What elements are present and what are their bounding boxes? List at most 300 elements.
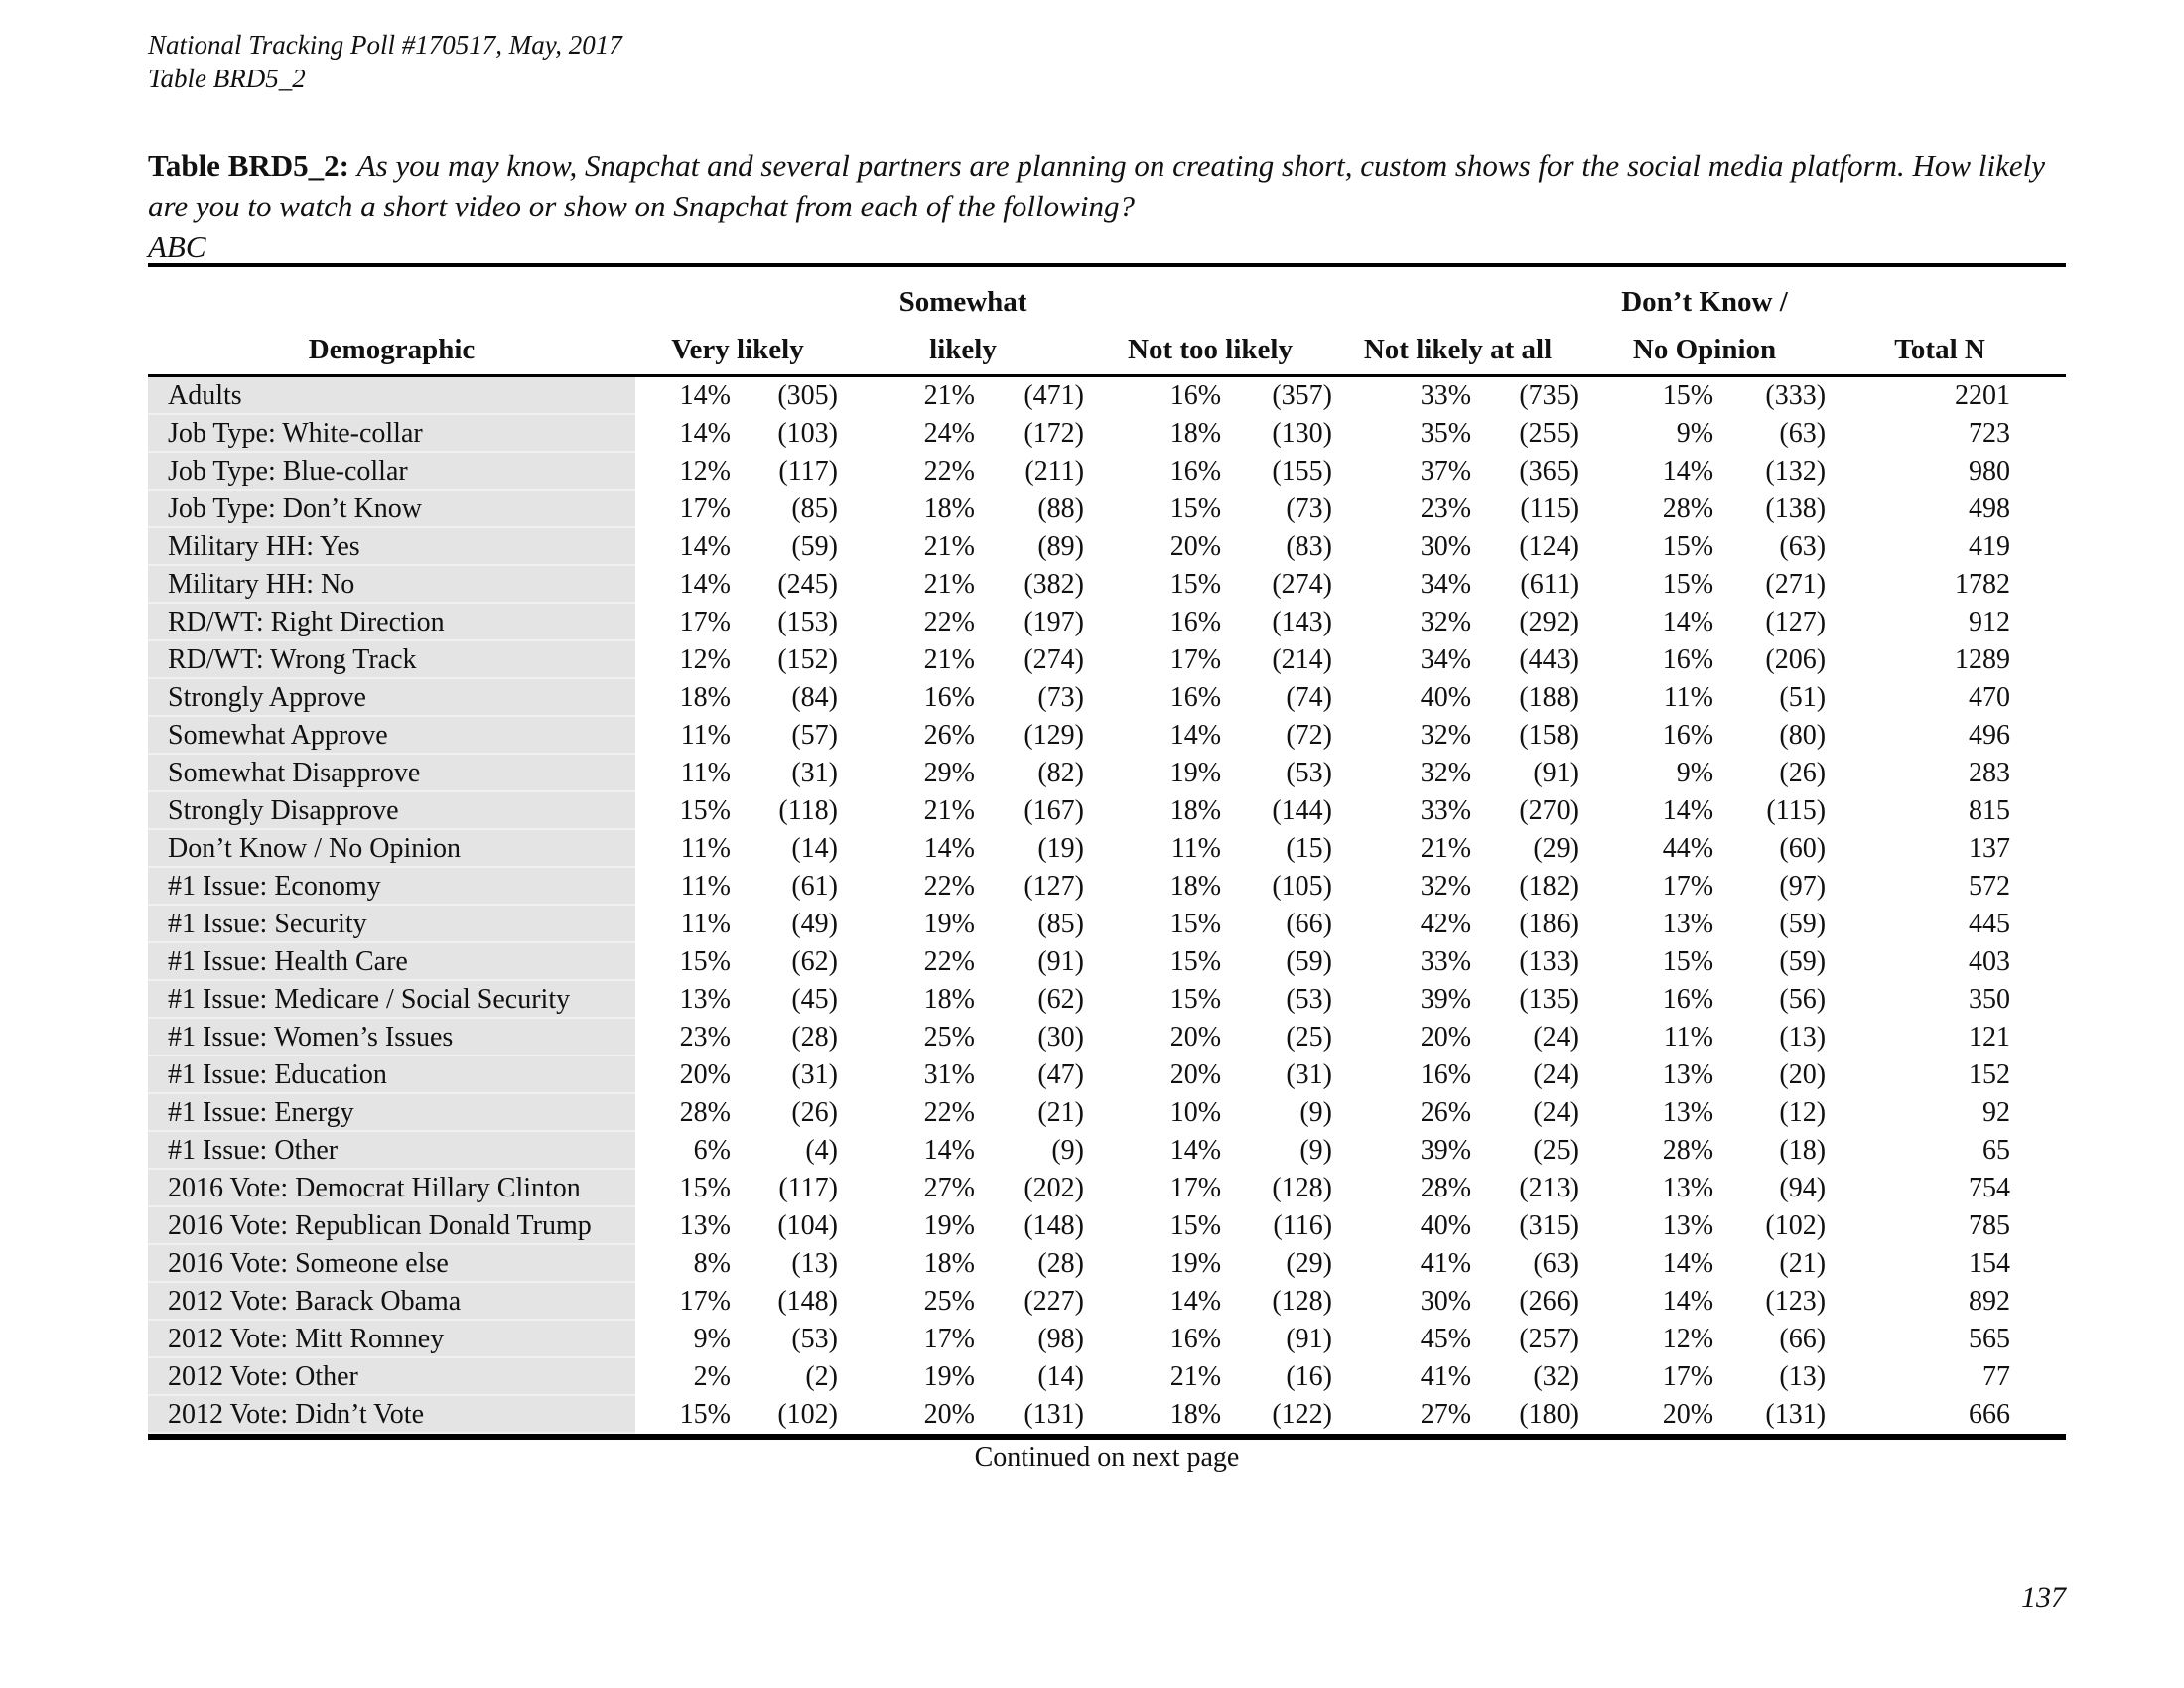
table-row [148,1019,2066,1056]
count-cell: (62) [791,946,838,977]
percent-cell: 13% [679,1210,731,1241]
table-row [148,1094,2066,1132]
table-row [148,1207,2066,1245]
percent-cell: 40% [1420,682,1472,713]
table-row [148,792,2066,830]
count-cell: (88) [1037,493,1085,524]
count-cell: (13) [1779,1361,1827,1392]
percent-cell: 13% [1662,1210,1714,1241]
percent-cell: 21% [923,380,975,411]
header-spacer [1086,265,1334,319]
percent-cell: 21% [1169,1361,1222,1392]
percent-cell: 12% [1662,1324,1714,1354]
count-cell: (25) [1286,1022,1333,1053]
percent-cell: 13% [1662,1059,1714,1090]
group-header-somewhat: Somewhat [898,286,1027,318]
percent-cell: 14% [1169,720,1222,751]
percent-cell: 20% [679,1059,731,1090]
row-label: Strongly Approve [148,679,635,717]
percent-cell: 14% [679,531,731,562]
count-cell: (115) [1520,493,1580,524]
table-title [148,145,2066,267]
percent-cell: 14% [1662,1248,1714,1279]
count-cell: (153) [777,607,838,637]
count-cell: (2) [805,1361,838,1392]
count-cell: (167) [1024,795,1085,826]
column-header-somewhat-likely: likely [929,334,997,365]
count-cell: (123) [1765,1286,1827,1317]
percent-cell: 11% [1170,833,1222,864]
column-header-row [148,319,2066,376]
row-label: Job Type: Don’t Know [148,491,635,528]
table-row [148,1170,2066,1207]
total-n-cell: 1289 [1955,644,2011,675]
count-cell: (443) [1519,644,1580,675]
percent-cell: 21% [923,569,975,600]
count-cell: (16) [1286,1361,1333,1392]
count-cell: (51) [1779,682,1827,713]
percent-cell: 21% [1420,833,1472,864]
percent-cell: 11% [680,758,731,788]
count-cell: (128) [1272,1286,1333,1317]
total-n-cell: 137 [1969,833,2011,864]
percent-cell: 15% [1169,1210,1222,1241]
count-cell: (158) [1519,720,1580,751]
percent-cell: 14% [1169,1286,1222,1317]
table-row [148,717,2066,755]
percent-cell: 23% [679,1022,731,1053]
percent-cell: 22% [923,1097,975,1128]
percent-cell: 19% [923,1361,975,1392]
percent-cell: 13% [1662,909,1714,939]
percent-cell: 41% [1420,1248,1472,1279]
row-label: Job Type: White-collar [148,415,635,453]
count-cell: (357) [1272,380,1333,411]
count-cell: (102) [1765,1210,1827,1241]
count-cell: (117) [778,1173,838,1203]
total-n-cell: 1782 [1955,569,2011,600]
percent-cell: 41% [1420,1361,1472,1392]
row-label: #1 Issue: Health Care [148,943,635,981]
percent-cell: 14% [679,418,731,449]
count-cell: (292) [1519,607,1580,637]
count-cell: (72) [1286,720,1333,751]
column-header-no-opinion: No Opinion [1632,334,1777,365]
row-label: #1 Issue: Other [148,1132,635,1170]
total-n-cell: 572 [1969,871,2011,902]
header-spacer [635,265,840,319]
row-label: Somewhat Disapprove [148,755,635,792]
table-row [148,566,2066,604]
percent-cell: 32% [1420,758,1472,788]
total-n-cell: 154 [1969,1248,2011,1279]
percent-cell: 31% [923,1059,975,1090]
total-n-cell: 666 [1969,1399,2011,1430]
percent-cell: 2% [693,1361,731,1392]
count-cell: (12) [1779,1097,1827,1128]
count-cell: (19) [1037,833,1085,864]
table-header [148,265,2066,376]
table-title-question: As you may know, Snapchat and several partners are planning on creating short, custom shows for the social media platform. How likely are you to watch a short video or show on Snapchat from each of the following? [148,148,2045,223]
percent-cell: 17% [1662,871,1714,902]
count-cell: (128) [1272,1173,1333,1203]
percent-cell: 18% [923,493,975,524]
percent-cell: 14% [923,1135,975,1166]
count-cell: (94) [1779,1173,1827,1203]
row-label: RD/WT: Right Direction [148,604,635,641]
count-cell: (31) [1286,1059,1333,1090]
row-label: #1 Issue: Economy [148,868,635,906]
percent-cell: 16% [1169,456,1222,487]
count-cell: (59) [1286,946,1333,977]
count-cell: (59) [1779,946,1827,977]
table-row [148,868,2066,906]
table-row [148,453,2066,491]
percent-cell: 11% [1663,682,1714,713]
percent-cell: 28% [1662,1135,1714,1166]
count-cell: (143) [1272,607,1333,637]
count-cell: (152) [777,644,838,675]
row-label: 2016 Vote: Republican Donald Trump [148,1207,635,1245]
percent-cell: 17% [923,1324,975,1354]
table-body [148,376,2066,1438]
row-label: Adults [148,376,635,416]
percent-cell: 45% [1420,1324,1472,1354]
count-cell: (9) [1051,1135,1085,1166]
row-label: #1 Issue: Energy [148,1094,635,1132]
count-cell: (56) [1779,984,1827,1015]
table-row [148,1358,2066,1396]
count-cell: (59) [791,531,838,562]
percent-cell: 25% [923,1022,975,1053]
count-cell: (82) [1037,758,1085,788]
percent-cell: 18% [1169,871,1222,902]
table-row [148,830,2066,868]
group-header-row [148,265,2066,319]
percent-cell: 20% [1169,531,1222,562]
count-cell: (91) [1286,1324,1333,1354]
percent-cell: 30% [1420,1286,1472,1317]
count-cell: (214) [1272,644,1333,675]
percent-cell: 16% [1662,984,1714,1015]
percent-cell: 8% [693,1248,731,1279]
row-label: Strongly Disapprove [148,792,635,830]
percent-cell: 29% [923,758,975,788]
table-row [148,981,2066,1019]
percent-cell: 27% [1420,1399,1472,1430]
count-cell: (611) [1520,569,1580,600]
percent-cell: 16% [1662,720,1714,751]
percent-cell: 26% [923,720,975,751]
header-spacer [1334,265,1581,319]
count-cell: (73) [1037,682,1085,713]
count-cell: (28) [791,1022,838,1053]
table-row [148,604,2066,641]
percent-cell: 22% [923,871,975,902]
percent-cell: 21% [923,644,975,675]
percent-cell: 18% [679,682,731,713]
percent-cell: 15% [1662,569,1714,600]
total-n-cell: 283 [1969,758,2011,788]
count-cell: (211) [1024,456,1085,487]
count-cell: (66) [1779,1324,1827,1354]
count-cell: (30) [1037,1022,1085,1053]
percent-cell: 15% [679,795,731,826]
percent-cell: 16% [1420,1059,1472,1090]
count-cell: (138) [1765,493,1827,524]
percent-cell: 21% [923,795,975,826]
total-n-cell: 2201 [1955,380,2011,411]
table-row [148,1321,2066,1358]
percent-cell: 14% [1662,607,1714,637]
page-number: 137 [2021,1581,2066,1614]
percent-cell: 34% [1420,644,1472,675]
percent-cell: 15% [1662,946,1714,977]
percent-cell: 18% [923,1248,975,1279]
percent-cell: 30% [1420,531,1472,562]
percent-cell: 20% [1169,1022,1222,1053]
count-cell: (131) [1765,1399,1827,1430]
percent-cell: 21% [923,531,975,562]
count-cell: (227) [1024,1286,1085,1317]
count-cell: (266) [1519,1286,1580,1317]
percent-cell: 20% [1169,1059,1222,1090]
table-row [148,906,2066,943]
count-cell: (124) [1519,531,1580,562]
percent-cell: 19% [923,909,975,939]
table-row [148,528,2066,566]
count-cell: (45) [791,984,838,1015]
percent-cell: 19% [1169,758,1222,788]
count-cell: (85) [791,493,838,524]
percent-cell: 15% [1662,380,1714,411]
column-header-demographic: Demographic [308,334,476,365]
percent-cell: 11% [680,833,731,864]
count-cell: (245) [777,569,838,600]
count-cell: (257) [1519,1324,1580,1354]
percent-cell: 39% [1420,984,1472,1015]
count-cell: (89) [1037,531,1085,562]
count-cell: (63) [1779,531,1827,562]
count-cell: (274) [1024,644,1085,675]
count-cell: (14) [1037,1361,1085,1392]
count-cell: (471) [1024,380,1085,411]
count-cell: (83) [1286,531,1333,562]
table-title-subject: ABC [148,229,206,264]
total-n-cell: 754 [1969,1173,2011,1203]
percent-cell: 22% [923,456,975,487]
row-label: Somewhat Approve [148,717,635,755]
total-n-cell: 912 [1969,607,2011,637]
percent-cell: 11% [680,909,731,939]
count-cell: (4) [805,1135,838,1166]
count-cell: (135) [1519,984,1580,1015]
count-cell: (188) [1519,682,1580,713]
count-cell: (24) [1533,1059,1580,1090]
total-n-cell: 496 [1969,720,2011,751]
table-row [148,415,2066,453]
percent-cell: 37% [1420,456,1472,487]
percent-cell: 10% [1169,1097,1222,1128]
total-n-cell: 723 [1969,418,2011,449]
count-cell: (213) [1519,1173,1580,1203]
percent-cell: 15% [679,1399,731,1430]
total-n-cell: 815 [1969,795,2011,826]
percent-cell: 42% [1420,909,1472,939]
count-cell: (53) [1286,758,1333,788]
table-row [148,1283,2066,1321]
count-cell: (274) [1272,569,1333,600]
count-cell: (9) [1299,1097,1333,1128]
row-label: Job Type: Blue-collar [148,453,635,491]
percent-cell: 27% [923,1173,975,1203]
table-row [148,679,2066,717]
percent-cell: 11% [680,720,731,751]
percent-cell: 19% [1169,1248,1222,1279]
count-cell: (26) [791,1097,838,1128]
table-row [148,491,2066,528]
table-row [148,1245,2066,1283]
count-cell: (333) [1765,380,1827,411]
count-cell: (62) [1037,984,1085,1015]
count-cell: (202) [1024,1173,1085,1203]
count-cell: (144) [1272,795,1333,826]
total-n-cell: 980 [1969,456,2011,487]
count-cell: (61) [791,871,838,902]
percent-cell: 16% [1169,1324,1222,1354]
percent-cell: 22% [923,607,975,637]
row-label: 2012 Vote: Other [148,1358,635,1396]
total-n-cell: 419 [1969,531,2011,562]
percent-cell: 22% [923,946,975,977]
percent-cell: 13% [1662,1173,1714,1203]
percent-cell: 14% [923,833,975,864]
row-label: RD/WT: Wrong Track [148,641,635,679]
count-cell: (735) [1519,380,1580,411]
column-header-total-n: Total N [1894,334,1985,365]
percent-cell: 14% [1662,795,1714,826]
count-cell: (98) [1037,1324,1085,1354]
document-header [148,28,622,95]
count-cell: (148) [1024,1210,1085,1241]
percent-cell: 14% [1662,1286,1714,1317]
count-cell: (105) [1272,871,1333,902]
total-n-cell: 892 [1969,1286,2011,1317]
percent-cell: 16% [1662,644,1714,675]
count-cell: (129) [1024,720,1085,751]
percent-cell: 20% [1662,1399,1714,1430]
percent-cell: 9% [1676,418,1714,449]
count-cell: (271) [1765,569,1827,600]
poll-id-line: National Tracking Poll #170517, May, 2017 [148,30,622,60]
count-cell: (382) [1024,569,1085,600]
percent-cell: 15% [1169,909,1222,939]
row-label: #1 Issue: Medicare / Social Security [148,981,635,1019]
count-cell: (15) [1286,833,1333,864]
percent-cell: 32% [1420,607,1472,637]
row-label: 2016 Vote: Someone else [148,1245,635,1283]
percent-cell: 18% [1169,1399,1222,1430]
percent-cell: 23% [1420,493,1472,524]
count-cell: (24) [1533,1097,1580,1128]
row-label: 2012 Vote: Didn’t Vote [148,1396,635,1437]
count-cell: (73) [1286,493,1333,524]
count-cell: (18) [1779,1135,1827,1166]
count-cell: (80) [1779,720,1827,751]
percent-cell: 33% [1420,946,1472,977]
percent-cell: 14% [1169,1135,1222,1166]
count-cell: (180) [1519,1399,1580,1430]
percent-cell: 34% [1420,569,1472,600]
count-cell: (182) [1519,871,1580,902]
percent-cell: 6% [693,1135,731,1166]
count-cell: (104) [777,1210,838,1241]
count-cell: (53) [1286,984,1333,1015]
count-cell: (186) [1519,909,1580,939]
column-header-not-too-likely: Not too likely [1128,334,1293,365]
percent-cell: 18% [923,984,975,1015]
percent-cell: 16% [923,682,975,713]
count-cell: (315) [1519,1210,1580,1241]
count-cell: (32) [1533,1361,1580,1392]
count-cell: (255) [1519,418,1580,449]
count-cell: (57) [791,720,838,751]
count-cell: (13) [791,1248,838,1279]
percent-cell: 28% [1662,493,1714,524]
percent-cell: 16% [1169,607,1222,637]
count-cell: (13) [1779,1022,1827,1053]
count-cell: (91) [1037,946,1085,977]
count-cell: (47) [1037,1059,1085,1090]
table-title-label: Table BRD5_2: [148,148,349,183]
total-n-cell: 565 [1969,1324,2011,1354]
row-label: #1 Issue: Women’s Issues [148,1019,635,1056]
header-spacer [148,265,635,319]
count-cell: (25) [1533,1135,1580,1166]
percent-cell: 17% [679,493,731,524]
percent-cell: 12% [679,456,731,487]
count-cell: (85) [1037,909,1085,939]
total-n-cell: 65 [1982,1135,2011,1166]
percent-cell: 18% [1169,795,1222,826]
percent-cell: 16% [1169,682,1222,713]
count-cell: (148) [777,1286,838,1317]
percent-cell: 17% [1169,1173,1222,1203]
table-row [148,1132,2066,1170]
count-cell: (49) [791,909,838,939]
percent-cell: 25% [923,1286,975,1317]
count-cell: (91) [1533,758,1580,788]
percent-cell: 12% [679,644,731,675]
count-cell: (31) [791,1059,838,1090]
count-cell: (270) [1519,795,1580,826]
poll-table [148,263,2066,1440]
count-cell: (133) [1519,946,1580,977]
percent-cell: 32% [1420,720,1472,751]
percent-cell: 40% [1420,1210,1472,1241]
row-label: 2012 Vote: Mitt Romney [148,1321,635,1358]
count-cell: (305) [777,380,838,411]
percent-cell: 15% [1169,493,1222,524]
table-row [148,755,2066,792]
total-n-cell: 445 [1969,909,2011,939]
row-label: Military HH: Yes [148,528,635,566]
percent-cell: 9% [693,1324,731,1354]
percent-cell: 15% [1662,531,1714,562]
percent-cell: 17% [1169,644,1222,675]
count-cell: (24) [1533,1022,1580,1053]
percent-cell: 33% [1420,795,1472,826]
